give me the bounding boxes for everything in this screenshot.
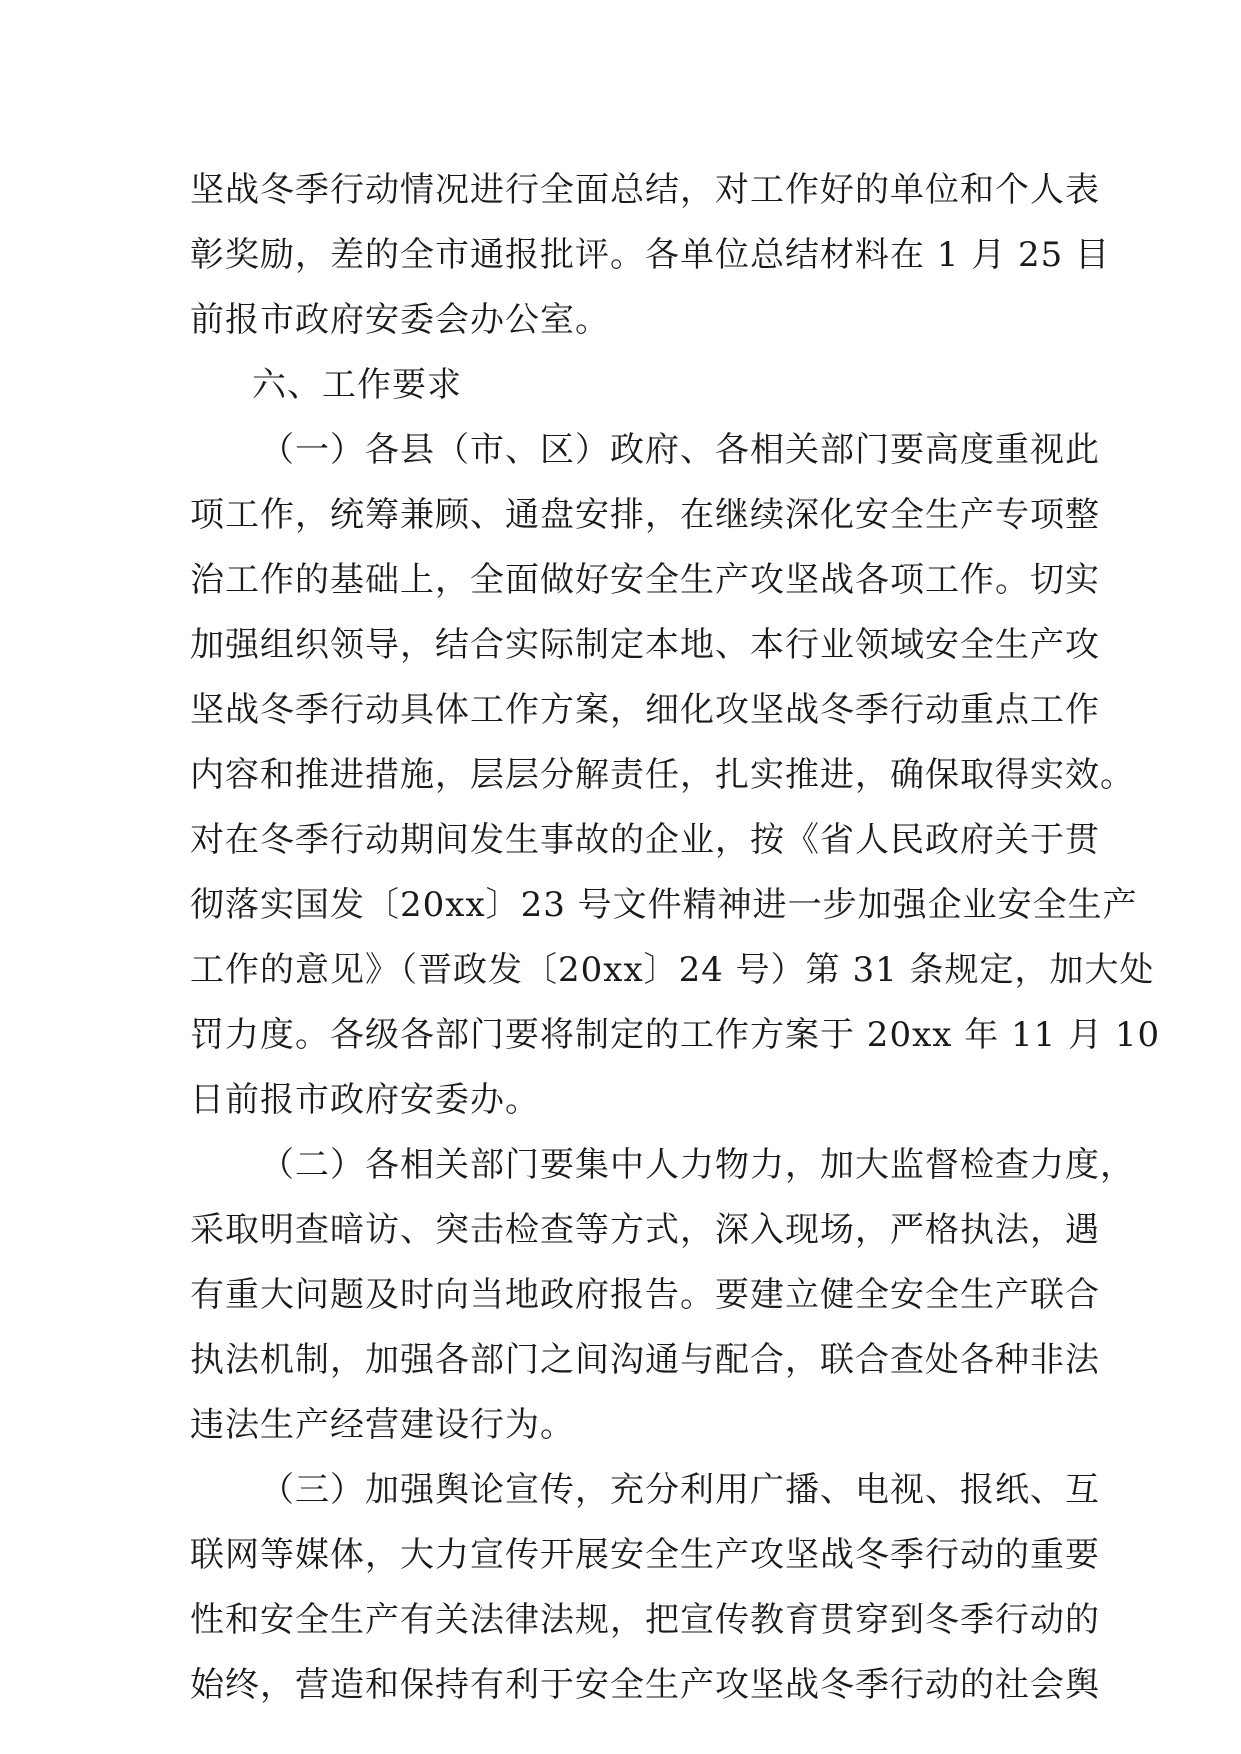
text-line: 日前报市政府安委办。 bbox=[190, 1080, 540, 1120]
text-line: （三）加强舆论宣传，充分利用广播、电视、报纸、互 bbox=[260, 1470, 1100, 1510]
text-line: 罚力度。各级各部门要将制定的工作方案于 20xx 年 11 月 10 bbox=[190, 1015, 1161, 1055]
text-line: 执法机制，加强各部门之间沟通与配合，联合查处各种非法 bbox=[190, 1340, 1100, 1380]
text-line: 内容和推进措施，层层分解责任，扎实推进，确保取得实效。 bbox=[190, 755, 1135, 795]
text-line: 加强组织领导，结合实际制定本地、本行业领域安全生产攻 bbox=[190, 625, 1100, 665]
text-line: 彰奖励，差的全市通报批评。各单位总结材料在 1 月 25 目 bbox=[190, 235, 1111, 275]
document-body bbox=[190, 158, 1161, 1718]
text-line: 前报市政府安委会办公室。 bbox=[190, 300, 610, 340]
section-heading: 六、工作要求 bbox=[252, 365, 462, 405]
text-line: 性和安全生产有关法律法规，把宣传教育贯穿到冬季行动的 bbox=[190, 1600, 1100, 1640]
text-line: 彻落实国发〔20xx〕23 号文件精神进一步加强企业安全生产 bbox=[190, 885, 1138, 925]
text-line: （二）各相关部门要集中人力物力，加大监督检查力度， bbox=[260, 1145, 1135, 1185]
text-line: 项工作，统筹兼顾、通盘安排，在继续深化安全生产专项整 bbox=[190, 495, 1100, 535]
text-line: 违法生产经营建设行为。 bbox=[190, 1405, 575, 1445]
text-line: 有重大问题及时向当地政府报告。要建立健全安全生产联合 bbox=[190, 1275, 1100, 1315]
text-line: 采取明查暗访、突击检查等方式，深入现场，严格执法，遇 bbox=[190, 1210, 1100, 1250]
text-line: 始终，营造和保持有利于安全生产攻坚战冬季行动的社会舆 bbox=[190, 1665, 1100, 1705]
text-line: 对在冬季行动期间发生事故的企业，按《省人民政府关于贯 bbox=[190, 820, 1100, 860]
text-line: 联网等媒体，大力宣传开展安全生产攻坚战冬季行动的重要 bbox=[190, 1535, 1100, 1575]
text-line: 治工作的基础上，全面做好安全生产攻坚战各项工作。切实 bbox=[190, 560, 1100, 600]
text-line: 坚战冬季行动具体工作方案，细化攻坚战冬季行动重点工作 bbox=[190, 690, 1100, 730]
text-line: 坚战冬季行动情况进行全面总结，对工作好的单位和个人表 bbox=[190, 170, 1100, 210]
text-line: 工作的意见》（晋政发〔20xx〕24 号）第 31 条规定，加大处 bbox=[190, 950, 1155, 990]
text-line: （一）各县（市、区）政府、各相关部门要高度重视此 bbox=[260, 430, 1100, 470]
